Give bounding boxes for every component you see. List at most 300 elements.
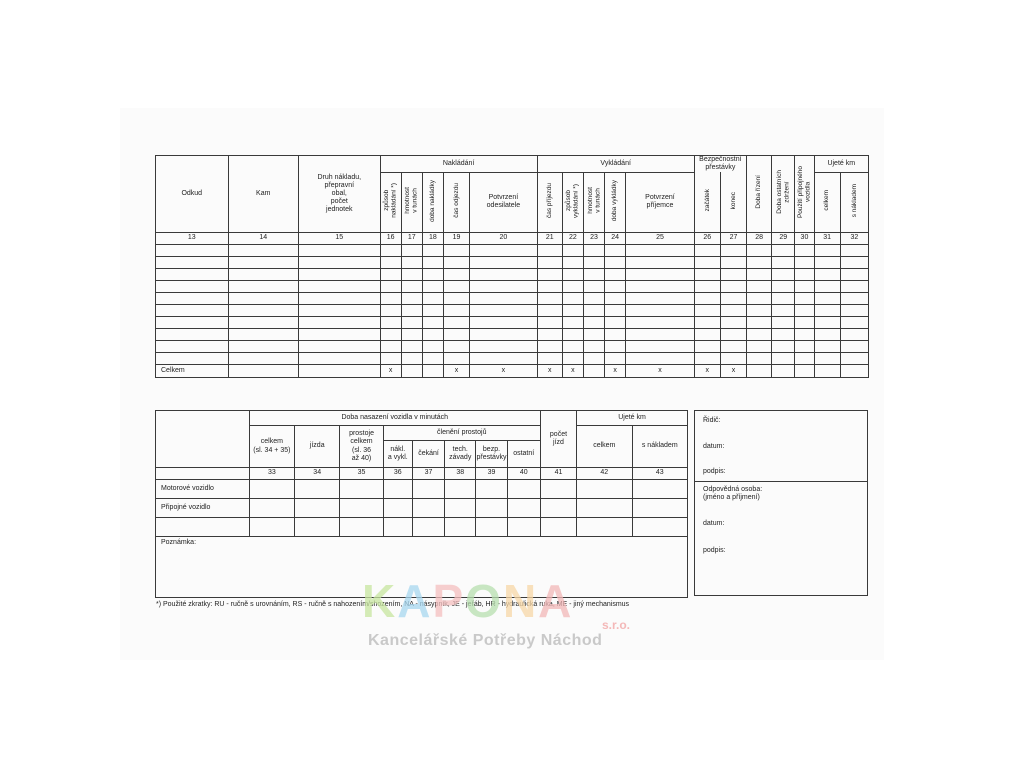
table-row	[156, 304, 869, 316]
table-cell[interactable]	[583, 256, 604, 268]
table-cell[interactable]	[562, 268, 583, 280]
table-cell[interactable]	[156, 256, 229, 268]
x-mark: x	[537, 364, 562, 377]
table-cell[interactable]	[747, 292, 772, 304]
table-cell[interactable]	[840, 280, 868, 292]
table-cell[interactable]	[295, 518, 340, 537]
table-cell[interactable]	[814, 256, 840, 268]
table-cell[interactable]	[583, 244, 604, 256]
label-pouziti-pripojneho: Použití připojného vozidla	[796, 166, 812, 219]
col-number: 35	[340, 468, 383, 480]
table-cell[interactable]	[470, 316, 538, 328]
table-cell[interactable]	[720, 328, 746, 340]
table-cell[interactable]	[694, 352, 720, 364]
table-cell[interactable]	[298, 256, 380, 268]
table-cell[interactable]	[814, 340, 840, 352]
table-cell[interactable]	[298, 280, 380, 292]
table-cell[interactable]	[295, 480, 340, 499]
table-cell[interactable]	[298, 316, 380, 328]
table-cell[interactable]	[537, 352, 562, 364]
table-cell[interactable]	[401, 316, 422, 328]
table-cell[interactable]	[772, 304, 795, 316]
table-cell[interactable]	[694, 244, 720, 256]
table-cell[interactable]	[249, 518, 294, 537]
table-cell[interactable]	[422, 256, 443, 268]
col-konec	[720, 172, 746, 232]
table-cell[interactable]	[840, 304, 868, 316]
table-cell[interactable]	[422, 280, 443, 292]
table-cell[interactable]	[401, 268, 422, 280]
table-cell[interactable]	[632, 499, 687, 518]
header-celkem-sl: celkem (sl. 34 + 35)	[249, 426, 294, 468]
table-cell[interactable]	[562, 316, 583, 328]
table-cell[interactable]	[156, 244, 229, 256]
table-cell[interactable]	[605, 292, 626, 304]
header-cleneni: členění prostojů	[383, 426, 540, 441]
table-cell[interactable]	[380, 244, 401, 256]
table-cell[interactable]	[795, 280, 814, 292]
vehicle-usage-table	[155, 410, 688, 598]
col-number: 29	[772, 232, 795, 244]
table-cell[interactable]	[422, 244, 443, 256]
table-cell[interactable]	[720, 316, 746, 328]
table-cell[interactable]	[795, 292, 814, 304]
table-cell[interactable]	[772, 340, 795, 352]
table-cell[interactable]	[298, 352, 380, 364]
label-zpusob-vykladani: způsob vykládání *)	[565, 183, 580, 218]
table-cell[interactable]	[840, 328, 868, 340]
table-cell[interactable]	[443, 268, 469, 280]
table-cell[interactable]	[401, 364, 422, 377]
table-cell[interactable]	[401, 304, 422, 316]
label-doba-rizeni: Doba řízení	[755, 175, 763, 210]
table-cell[interactable]	[840, 292, 868, 304]
table-cell[interactable]	[795, 340, 814, 352]
table-cell[interactable]	[720, 280, 746, 292]
table-cell[interactable]	[228, 268, 298, 280]
table-cell[interactable]	[795, 244, 814, 256]
table-cell[interactable]	[383, 518, 412, 537]
col-cas-odjezdu	[443, 172, 469, 232]
col-druh-nakladu: Druh nákladu, přepravní obal, počet jednotek	[298, 156, 380, 233]
table-cell[interactable]	[694, 268, 720, 280]
table-cell[interactable]	[577, 480, 632, 499]
table-cell[interactable]	[470, 280, 538, 292]
table-cell[interactable]	[747, 280, 772, 292]
table-cell[interactable]	[840, 244, 868, 256]
table-cell[interactable]	[772, 352, 795, 364]
table-cell[interactable]	[626, 352, 694, 364]
table-cell[interactable]	[583, 292, 604, 304]
table-cell[interactable]	[228, 280, 298, 292]
table-cell[interactable]	[401, 256, 422, 268]
table-cell[interactable]	[694, 280, 720, 292]
table-row	[156, 268, 869, 280]
table-cell[interactable]	[470, 328, 538, 340]
table-cell[interactable]	[470, 352, 538, 364]
table-cell[interactable]	[401, 352, 422, 364]
table-cell[interactable]	[537, 292, 562, 304]
table-cell[interactable]	[249, 480, 294, 499]
table-cell[interactable]	[156, 268, 229, 280]
table-cell[interactable]	[605, 268, 626, 280]
table-cell[interactable]	[540, 499, 576, 518]
table-cell[interactable]	[476, 480, 507, 499]
table-cell[interactable]	[626, 256, 694, 268]
table-cell[interactable]	[626, 292, 694, 304]
table-cell[interactable]	[156, 280, 229, 292]
col-number: 33	[249, 468, 294, 480]
table-cell[interactable]	[537, 304, 562, 316]
table-cell[interactable]	[470, 304, 538, 316]
table-cell[interactable]	[814, 244, 840, 256]
table-cell[interactable]	[470, 244, 538, 256]
table-cell[interactable]	[228, 340, 298, 352]
table-cell[interactable]	[298, 244, 380, 256]
table-cell[interactable]	[507, 499, 540, 518]
table-cell[interactable]	[443, 328, 469, 340]
table-cell[interactable]	[747, 304, 772, 316]
table-cell[interactable]	[340, 499, 383, 518]
table-cell[interactable]	[772, 244, 795, 256]
column-number-row	[156, 232, 869, 244]
table-cell[interactable]	[583, 364, 604, 377]
table-cell[interactable]	[840, 340, 868, 352]
label-cas-prijezdu: čas příjezdu	[545, 183, 553, 219]
table-cell[interactable]	[840, 268, 868, 280]
table-cell[interactable]	[537, 340, 562, 352]
table-cell[interactable]	[412, 499, 444, 518]
header-tech-zavady: tech. závady	[445, 441, 476, 468]
table-cell[interactable]	[772, 328, 795, 340]
table-cell[interactable]	[795, 352, 814, 364]
table-cell[interactable]	[626, 316, 694, 328]
table-cell[interactable]	[795, 256, 814, 268]
footnote: *) Použité zkratky: RU - ručně s urovnáním, RS - ručně s nahozením/shozením, NA - násypník, JE - jeřáb, HR - hydraulická ruka, ME - jiný mechanismus	[156, 601, 630, 608]
table-cell[interactable]	[156, 316, 229, 328]
table-cell[interactable]	[298, 268, 380, 280]
table-cell[interactable]	[380, 340, 401, 352]
table-cell[interactable]	[422, 340, 443, 352]
label-km-celkem: celkem	[823, 190, 831, 211]
table-cell[interactable]	[605, 328, 626, 340]
table-cell[interactable]	[228, 352, 298, 364]
table-cell[interactable]	[537, 244, 562, 256]
table-cell[interactable]	[476, 518, 507, 537]
table-cell[interactable]	[443, 280, 469, 292]
col-number: 34	[295, 468, 340, 480]
table-cell[interactable]	[577, 518, 632, 537]
table-cell[interactable]	[383, 499, 412, 518]
table-cell[interactable]	[298, 292, 380, 304]
table-cell[interactable]	[380, 352, 401, 364]
table-cell[interactable]	[443, 292, 469, 304]
table-cell[interactable]	[583, 352, 604, 364]
table-cell[interactable]	[626, 244, 694, 256]
x-mark: x	[470, 364, 538, 377]
table-cell[interactable]	[747, 364, 772, 377]
col-number: 30	[795, 232, 814, 244]
table-cell[interactable]	[470, 292, 538, 304]
table-cell[interactable]	[156, 518, 250, 537]
table-cell[interactable]	[562, 280, 583, 292]
table-cell[interactable]	[507, 480, 540, 499]
table-cell[interactable]	[537, 256, 562, 268]
table-cell[interactable]	[412, 480, 444, 499]
column-number-row	[156, 468, 688, 480]
table-cell[interactable]	[626, 268, 694, 280]
table-cell[interactable]	[562, 340, 583, 352]
table-cell[interactable]	[380, 304, 401, 316]
table-cell[interactable]	[537, 328, 562, 340]
table-cell[interactable]	[156, 328, 229, 340]
table-cell[interactable]	[747, 352, 772, 364]
table-cell[interactable]	[747, 256, 772, 268]
table-row	[156, 328, 869, 340]
table-cell[interactable]	[540, 480, 576, 499]
table-cell[interactable]	[626, 328, 694, 340]
table-cell[interactable]	[156, 352, 229, 364]
table-cell[interactable]	[537, 316, 562, 328]
table-cell[interactable]	[814, 268, 840, 280]
table-cell[interactable]	[772, 268, 795, 280]
table-cell[interactable]	[422, 316, 443, 328]
col-zpusob-nakladani	[380, 172, 401, 232]
table-cell[interactable]	[720, 244, 746, 256]
table-cell[interactable]	[422, 304, 443, 316]
table-cell[interactable]	[380, 268, 401, 280]
table-cell[interactable]	[694, 328, 720, 340]
table-cell[interactable]	[298, 304, 380, 316]
table-cell[interactable]	[694, 304, 720, 316]
table-cell[interactable]	[632, 518, 687, 537]
table-cell[interactable]	[228, 304, 298, 316]
col-number: 17	[401, 232, 422, 244]
table-cell[interactable]	[583, 340, 604, 352]
watermark-letter: N	[502, 575, 539, 627]
table-cell[interactable]	[583, 280, 604, 292]
watermark-tagline: Kancelářské Potřeby Náchod	[368, 632, 603, 649]
table-cell[interactable]	[445, 480, 476, 499]
table-cell[interactable]	[537, 280, 562, 292]
label-doba-vykladky: doba vykládky	[611, 179, 619, 222]
table-cell[interactable]	[720, 292, 746, 304]
table-cell[interactable]	[401, 328, 422, 340]
table-cell[interactable]	[694, 316, 720, 328]
table-cell[interactable]	[380, 256, 401, 268]
table-cell[interactable]	[156, 292, 229, 304]
table-cell[interactable]	[298, 364, 380, 377]
table-cell[interactable]	[295, 499, 340, 518]
table-cell[interactable]	[626, 304, 694, 316]
table-cell[interactable]	[605, 352, 626, 364]
table-cell[interactable]	[401, 292, 422, 304]
table-cell[interactable]	[537, 268, 562, 280]
table-cell[interactable]	[840, 364, 868, 377]
table-cell[interactable]	[814, 304, 840, 316]
table-cell[interactable]	[694, 256, 720, 268]
table-cell[interactable]	[814, 280, 840, 292]
col-number: 32	[840, 232, 868, 244]
table-cell[interactable]	[747, 268, 772, 280]
col-number: 13	[156, 232, 229, 244]
table-cell[interactable]	[795, 268, 814, 280]
table-cell[interactable]	[228, 364, 298, 377]
table-cell[interactable]	[443, 340, 469, 352]
table-cell[interactable]	[747, 328, 772, 340]
table-cell[interactable]	[228, 256, 298, 268]
table-cell[interactable]	[562, 328, 583, 340]
watermark-letter: P	[432, 575, 466, 627]
table-cell[interactable]	[632, 480, 687, 499]
table-cell[interactable]	[720, 268, 746, 280]
table-cell[interactable]	[720, 256, 746, 268]
table-cell[interactable]	[605, 280, 626, 292]
table-cell[interactable]	[249, 499, 294, 518]
label-km-s-nakladem: s nákladem	[850, 183, 858, 218]
table-cell[interactable]	[747, 244, 772, 256]
table-cell[interactable]	[795, 364, 814, 377]
table-cell[interactable]	[840, 316, 868, 328]
table-cell[interactable]	[583, 316, 604, 328]
table-cell[interactable]	[772, 292, 795, 304]
label-pripojne-vozidlo: Připojné vozidlo	[156, 499, 250, 518]
table-cell[interactable]	[443, 244, 469, 256]
table-cell[interactable]	[562, 352, 583, 364]
table-cell[interactable]	[562, 292, 583, 304]
table-cell[interactable]	[422, 328, 443, 340]
table-cell[interactable]	[747, 340, 772, 352]
col-number: 24	[605, 232, 626, 244]
table-cell[interactable]	[583, 268, 604, 280]
table-cell[interactable]	[412, 518, 444, 537]
table-cell[interactable]	[772, 256, 795, 268]
table-cell[interactable]	[720, 352, 746, 364]
table-cell[interactable]	[470, 340, 538, 352]
table-cell[interactable]	[795, 328, 814, 340]
table-cell[interactable]	[298, 340, 380, 352]
table-cell[interactable]	[380, 328, 401, 340]
table-cell[interactable]	[380, 316, 401, 328]
table-cell[interactable]	[156, 340, 229, 352]
table-cell[interactable]	[840, 352, 868, 364]
table-cell[interactable]	[228, 328, 298, 340]
table-cell[interactable]	[422, 364, 443, 377]
col-number: 40	[507, 468, 540, 480]
table-cell[interactable]	[694, 340, 720, 352]
table-cell[interactable]	[605, 316, 626, 328]
table-cell[interactable]	[720, 304, 746, 316]
table-cell[interactable]	[443, 316, 469, 328]
table-cell[interactable]	[507, 518, 540, 537]
table-cell[interactable]	[605, 244, 626, 256]
table-cell[interactable]	[720, 340, 746, 352]
table-cell[interactable]	[380, 292, 401, 304]
table-cell[interactable]	[401, 340, 422, 352]
table-cell[interactable]	[577, 499, 632, 518]
table-cell[interactable]	[445, 499, 476, 518]
col-number: 23	[583, 232, 604, 244]
table-cell[interactable]	[605, 304, 626, 316]
table-cell[interactable]	[156, 304, 229, 316]
table-cell[interactable]	[228, 244, 298, 256]
col-number: 18	[422, 232, 443, 244]
x-mark: x	[694, 364, 720, 377]
table-cell[interactable]	[795, 304, 814, 316]
total-label: Celkem	[156, 364, 229, 377]
table-cell[interactable]	[583, 304, 604, 316]
table-cell[interactable]	[814, 292, 840, 304]
table-cell[interactable]	[443, 256, 469, 268]
table-cell[interactable]	[772, 280, 795, 292]
table-cell[interactable]	[795, 316, 814, 328]
table-cell[interactable]	[340, 480, 383, 499]
table-cell[interactable]	[626, 280, 694, 292]
table-cell[interactable]	[562, 256, 583, 268]
label-zpusob-nakladani: způsob nakládání *)	[383, 183, 398, 218]
label-blank	[156, 411, 250, 468]
table-cell[interactable]	[562, 244, 583, 256]
header-pocet-jizd: počet jízd	[540, 411, 576, 468]
table-row	[156, 340, 869, 352]
table-cell[interactable]	[814, 328, 840, 340]
table-cell[interactable]	[772, 364, 795, 377]
table-cell[interactable]	[422, 352, 443, 364]
table-cell[interactable]	[814, 316, 840, 328]
signature-box	[694, 410, 868, 596]
col-number: 37	[412, 468, 444, 480]
table-cell[interactable]	[470, 256, 538, 268]
col-number: 20	[470, 232, 538, 244]
header-jizda: jízda	[295, 426, 340, 468]
table-cell[interactable]	[443, 352, 469, 364]
table-cell[interactable]	[605, 340, 626, 352]
table-cell[interactable]	[814, 352, 840, 364]
table-cell[interactable]	[443, 304, 469, 316]
table-cell[interactable]	[422, 292, 443, 304]
table-cell[interactable]	[383, 480, 412, 499]
table-cell[interactable]	[228, 292, 298, 304]
header-ostatni: ostatní	[507, 441, 540, 468]
label-podpis-ridic: podpis:	[703, 468, 726, 475]
table-cell[interactable]	[772, 316, 795, 328]
table-cell[interactable]	[298, 328, 380, 340]
table-cell[interactable]	[814, 364, 840, 377]
table-cell[interactable]	[380, 280, 401, 292]
table-cell[interactable]	[422, 268, 443, 280]
table-cell[interactable]	[476, 499, 507, 518]
table-cell[interactable]	[583, 328, 604, 340]
table-cell[interactable]	[694, 292, 720, 304]
table-cell[interactable]	[626, 340, 694, 352]
col-number: 16	[380, 232, 401, 244]
table-cell[interactable]	[470, 268, 538, 280]
col-number: 42	[577, 468, 632, 480]
table-cell[interactable]	[840, 256, 868, 268]
table-cell[interactable]	[340, 518, 383, 537]
table-cell[interactable]	[562, 304, 583, 316]
table-cell[interactable]	[401, 244, 422, 256]
col-number: 14	[228, 232, 298, 244]
table-cell[interactable]	[401, 280, 422, 292]
table-cell[interactable]	[445, 518, 476, 537]
table-cell[interactable]	[605, 256, 626, 268]
table-cell[interactable]	[228, 316, 298, 328]
divider	[695, 481, 867, 482]
table-row	[156, 280, 869, 292]
table-cell[interactable]	[540, 518, 576, 537]
table-cell[interactable]	[747, 316, 772, 328]
